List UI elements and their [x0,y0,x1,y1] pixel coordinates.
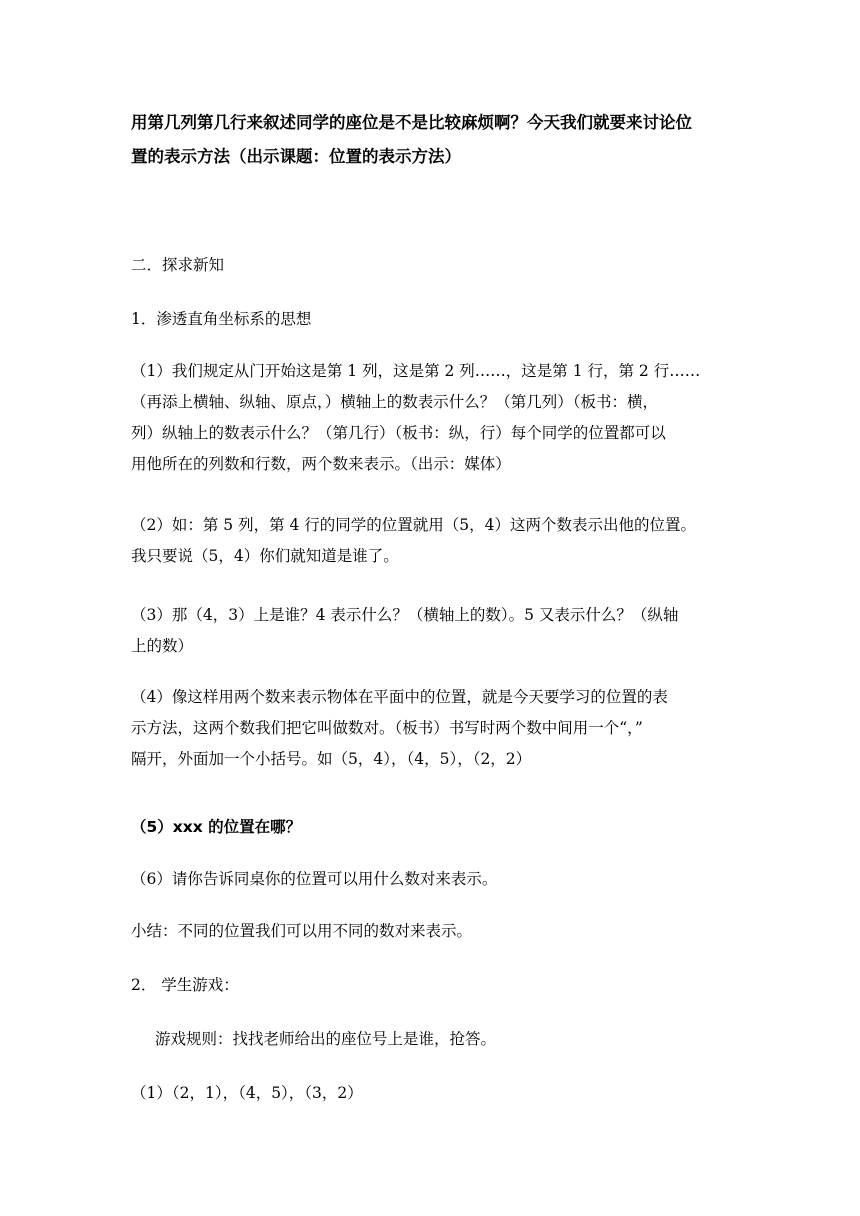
intro-line-1: 用第几列第几行来叙述同学的座位是不是比较麻烦啊？今天我们就要来讨论位 [131,113,692,132]
paragraph-2 [131,510,731,572]
paragraph-4 [131,682,731,775]
paragraph-1 [131,356,731,480]
game-rule-text: 游戏规则：找找老师给出的座位号上是谁，抢答。 [155,1030,497,1048]
paragraph-4-line-1: （4）像这样用两个数来表示物体在平面中的位置，就是今天要学习的位置的表 [131,688,668,706]
paragraph-1-line-3: 列）纵轴上的数表示什么？（第几行）（板书：纵，行）每个同学的位置都可以 [131,424,666,442]
paragraph-3 [131,600,731,662]
paragraph-3-line-1: （3）那（4，3）上是谁？4 表示什么？（横轴上的数）。5 又表示什么？（纵轴 [131,606,679,624]
paragraph-2-line-1: （2）如：第 5 列，第 4 行的同学的位置就用（5，4）这两个数表示出他的位置。 [131,516,697,534]
subsection-heading-1: 1．渗透直角坐标系的思想 [131,310,312,328]
summary-text: 小结：不同的位置我们可以用不同的数对来表示。 [131,922,473,940]
paragraph-6: （6）请你告诉同桌你的位置可以用什么数对来表示。 [131,870,498,888]
paragraph-1-line-1: （1）我们规定从门开始这是第 1 列，这是第 2 列……，这是第 1 行，第 2 行…… [131,362,701,380]
section-heading: 二．探求新知 [131,256,225,274]
paragraph-5: （5）xxx 的位置在哪？ [131,818,302,836]
paragraph-4-line-3: 隔开，外面加一个小括号。如（5，4），（4，5），（2，2） [131,750,532,768]
paragraph-1-line-2: （再添上横轴、纵轴、原点，）横轴上的数表示什么？（第几列）（板书：横， [131,393,659,411]
intro-paragraph [131,106,731,174]
game-item-1: （1）（2，1），（4，5），（3，2） [131,1084,363,1102]
paragraph-3-line-2: 上的数） [131,637,194,655]
paragraph-1-line-4: 用他所在的列数和行数，两个数来表示。（出示：媒体） [131,455,511,473]
paragraph-2-line-2: 我只要说（5，4）你们就知道是谁了。 [131,547,399,565]
subsection-heading-2: 2． 学生游戏： [131,976,239,994]
intro-line-2: 置的表示方法（出示课题：位置的表示方法） [131,147,461,166]
paragraph-4-line-2: 示方法，这两个数我们把它叫做数对。（板书）书写时两个数中间用一个“，” [131,719,643,737]
